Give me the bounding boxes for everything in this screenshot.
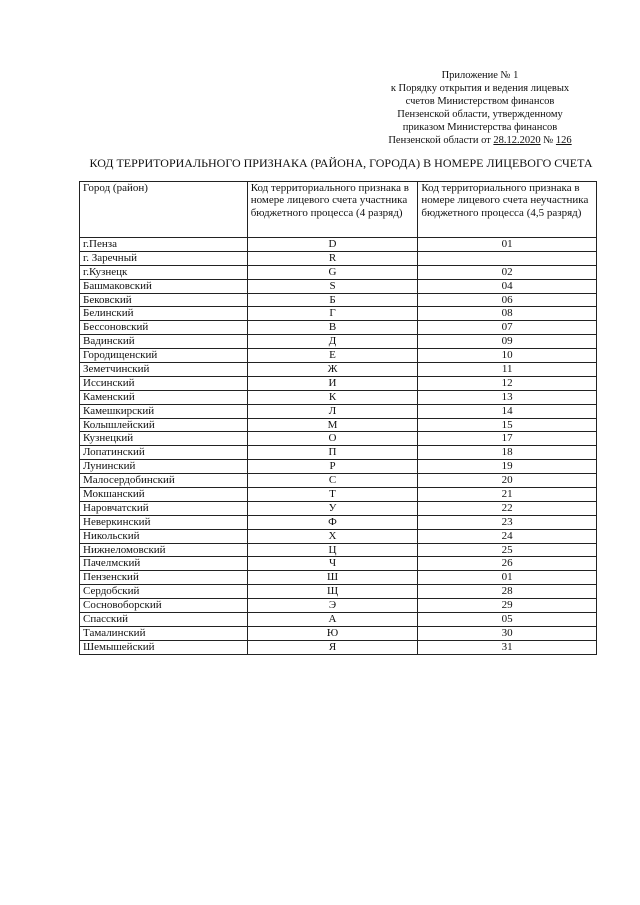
- cell-code-nonparticipant: 29: [418, 599, 597, 613]
- cell-code-participant: Ц: [247, 543, 418, 557]
- cell-code-nonparticipant: 28: [418, 585, 597, 599]
- cell-city: Иссинский: [80, 376, 248, 390]
- annex-line: Приложение № 1: [441, 70, 519, 81]
- table-row: [80, 279, 597, 293]
- cell-code-participant: Ч: [247, 557, 418, 571]
- cell-city: Тамалинский: [80, 626, 248, 640]
- cell-city: Никольский: [80, 529, 248, 543]
- cell-code-participant: А: [247, 613, 418, 627]
- cell-city: Шемышейский: [80, 640, 248, 654]
- cell-code-nonparticipant: 30: [418, 626, 597, 640]
- cell-code-nonparticipant: 02: [418, 265, 597, 279]
- cell-code-participant: Ю: [247, 626, 418, 640]
- cell-code-participant: Е: [247, 349, 418, 363]
- table-row: [80, 390, 597, 404]
- page-title: КОД ТЕРРИТОРИАЛЬНОГО ПРИЗНАКА (РАЙОНА, ГОРОДА) В НОМЕРЕ ЛИЦЕВОГО СЧЕТА: [89, 156, 593, 170]
- table-row: [80, 307, 597, 321]
- cell-city: Мокшанский: [80, 488, 248, 502]
- table-row: [80, 613, 597, 627]
- cell-code-nonparticipant: 05: [418, 613, 597, 627]
- cell-city: Бессоновский: [80, 321, 248, 335]
- cell-code-participant: Х: [247, 529, 418, 543]
- table-row: [80, 543, 597, 557]
- cell-city: Неверкинский: [80, 515, 248, 529]
- cell-city: Городищенский: [80, 349, 248, 363]
- cell-code-nonparticipant: 18: [418, 446, 597, 460]
- cell-code-participant: D: [247, 238, 418, 252]
- order-date: 28.12.2020: [493, 135, 541, 146]
- cell-code-participant: Ш: [247, 571, 418, 585]
- annex-line: приказом Министерства финансов: [402, 122, 558, 133]
- cell-code-nonparticipant: 04: [418, 279, 597, 293]
- table-row: [80, 321, 597, 335]
- codes-table: [79, 181, 597, 655]
- table-row: [80, 363, 597, 377]
- cell-code-participant: Г: [247, 307, 418, 321]
- table-row: [80, 446, 597, 460]
- cell-code-nonparticipant: 26: [418, 557, 597, 571]
- cell-code-participant: В: [247, 321, 418, 335]
- cell-city: Пензенский: [80, 571, 248, 585]
- table-row: [80, 585, 597, 599]
- table-row: [80, 626, 597, 640]
- cell-code-participant: R: [247, 251, 418, 265]
- cell-code-participant: Э: [247, 599, 418, 613]
- cell-code-nonparticipant: 10: [418, 349, 597, 363]
- cell-city: Бековский: [80, 293, 248, 307]
- cell-city: Вадинский: [80, 335, 248, 349]
- cell-code-participant: Ф: [247, 515, 418, 529]
- cell-code-participant: К: [247, 390, 418, 404]
- cell-city: г.Пенза: [80, 238, 248, 252]
- cell-code-nonparticipant: 23: [418, 515, 597, 529]
- cell-code-participant: О: [247, 432, 418, 446]
- cell-city: Малосердобинский: [80, 474, 248, 488]
- cell-code-nonparticipant: 31: [418, 640, 597, 654]
- table-row: [80, 335, 597, 349]
- cell-city: Наровчатский: [80, 501, 248, 515]
- cell-code-participant: Р: [247, 460, 418, 474]
- cell-code-nonparticipant: 12: [418, 376, 597, 390]
- annex-line: к Порядку открытия и ведения лицевых: [390, 83, 570, 94]
- cell-code-nonparticipant: 14: [418, 404, 597, 418]
- table-row: [80, 376, 597, 390]
- cell-code-nonparticipant: 07: [418, 321, 597, 335]
- cell-city: Лунинский: [80, 460, 248, 474]
- cell-code-nonparticipant: 09: [418, 335, 597, 349]
- cell-code-nonparticipant: 06: [418, 293, 597, 307]
- cell-code-participant: С: [247, 474, 418, 488]
- cell-code-participant: П: [247, 446, 418, 460]
- cell-city: Кузнецкий: [80, 432, 248, 446]
- cell-code-nonparticipant: 25: [418, 543, 597, 557]
- cell-city: Башмаковский: [80, 279, 248, 293]
- table-row: [80, 488, 597, 502]
- cell-city: Каменский: [80, 390, 248, 404]
- cell-code-participant: Ж: [247, 363, 418, 377]
- cell-code-participant: И: [247, 376, 418, 390]
- table-row: [80, 515, 597, 529]
- cell-city: Сосновоборский: [80, 599, 248, 613]
- cell-city: Пачелмский: [80, 557, 248, 571]
- cell-code-participant: Т: [247, 488, 418, 502]
- table-row: [80, 265, 597, 279]
- cell-city: г. Заречный: [80, 251, 248, 265]
- cell-code-nonparticipant: 24: [418, 529, 597, 543]
- table-row: [80, 418, 597, 432]
- column-header-code-participant: Код территориального признака в номере лицевого счета участника бюджетного процесса (4 разряд): [247, 182, 418, 238]
- annex-line: Пензенской области, утвержденному: [397, 109, 563, 120]
- cell-code-participant: Щ: [247, 585, 418, 599]
- table-row: [80, 349, 597, 363]
- cell-code-participant: G: [247, 265, 418, 279]
- table-header-row: [80, 182, 597, 238]
- cell-code-participant: Д: [247, 335, 418, 349]
- cell-code-nonparticipant: 11: [418, 363, 597, 377]
- cell-code-nonparticipant: [418, 251, 597, 265]
- cell-city: Нижнеломовский: [80, 543, 248, 557]
- cell-code-nonparticipant: 21: [418, 488, 597, 502]
- cell-code-participant: Б: [247, 293, 418, 307]
- cell-code-nonparticipant: 01: [418, 238, 597, 252]
- table-row: [80, 432, 597, 446]
- cell-city: Сердобский: [80, 585, 248, 599]
- cell-city: г.Кузнецк: [80, 265, 248, 279]
- table-row: [80, 501, 597, 515]
- table-row: [80, 404, 597, 418]
- column-header-code-nonparticipant: Код территориального признака в номере лицевого счета неучастника бюджетного процесса (4,5 разряд): [418, 182, 597, 238]
- cell-city: Колышлейский: [80, 418, 248, 432]
- table-row: [80, 571, 597, 585]
- cell-code-nonparticipant: 17: [418, 432, 597, 446]
- cell-code-participant: Л: [247, 404, 418, 418]
- cell-city: Камешкирский: [80, 404, 248, 418]
- table-row: [80, 238, 597, 252]
- cell-code-participant: У: [247, 501, 418, 515]
- cell-code-nonparticipant: 15: [418, 418, 597, 432]
- order-number: 126: [555, 135, 572, 146]
- table-row: [80, 640, 597, 654]
- cell-code-nonparticipant: 13: [418, 390, 597, 404]
- table-row: [80, 251, 597, 265]
- cell-code-nonparticipant: 08: [418, 307, 597, 321]
- cell-code-participant: S: [247, 279, 418, 293]
- cell-city: Земетчинский: [80, 363, 248, 377]
- cell-city: Белинский: [80, 307, 248, 321]
- table-row: [80, 293, 597, 307]
- annex-line: счетов Министерством финансов: [405, 96, 555, 107]
- table-row: [80, 599, 597, 613]
- cell-code-nonparticipant: 01: [418, 571, 597, 585]
- cell-code-participant: М: [247, 418, 418, 432]
- order-number-label: №: [543, 135, 554, 146]
- cell-code-nonparticipant: 20: [418, 474, 597, 488]
- cell-code-participant: Я: [247, 640, 418, 654]
- cell-city: Спасский: [80, 613, 248, 627]
- column-header-city: Город (район): [80, 182, 248, 238]
- cell-code-nonparticipant: 22: [418, 501, 597, 515]
- cell-city: Лопатинский: [80, 446, 248, 460]
- annex-line: [360, 134, 600, 147]
- table-row: [80, 460, 597, 474]
- cell-code-nonparticipant: 19: [418, 460, 597, 474]
- annex-header: [360, 69, 600, 147]
- annex-line-prefix: Пензенской области от: [388, 135, 491, 146]
- table-row: [80, 557, 597, 571]
- table-row: [80, 529, 597, 543]
- table-row: [80, 474, 597, 488]
